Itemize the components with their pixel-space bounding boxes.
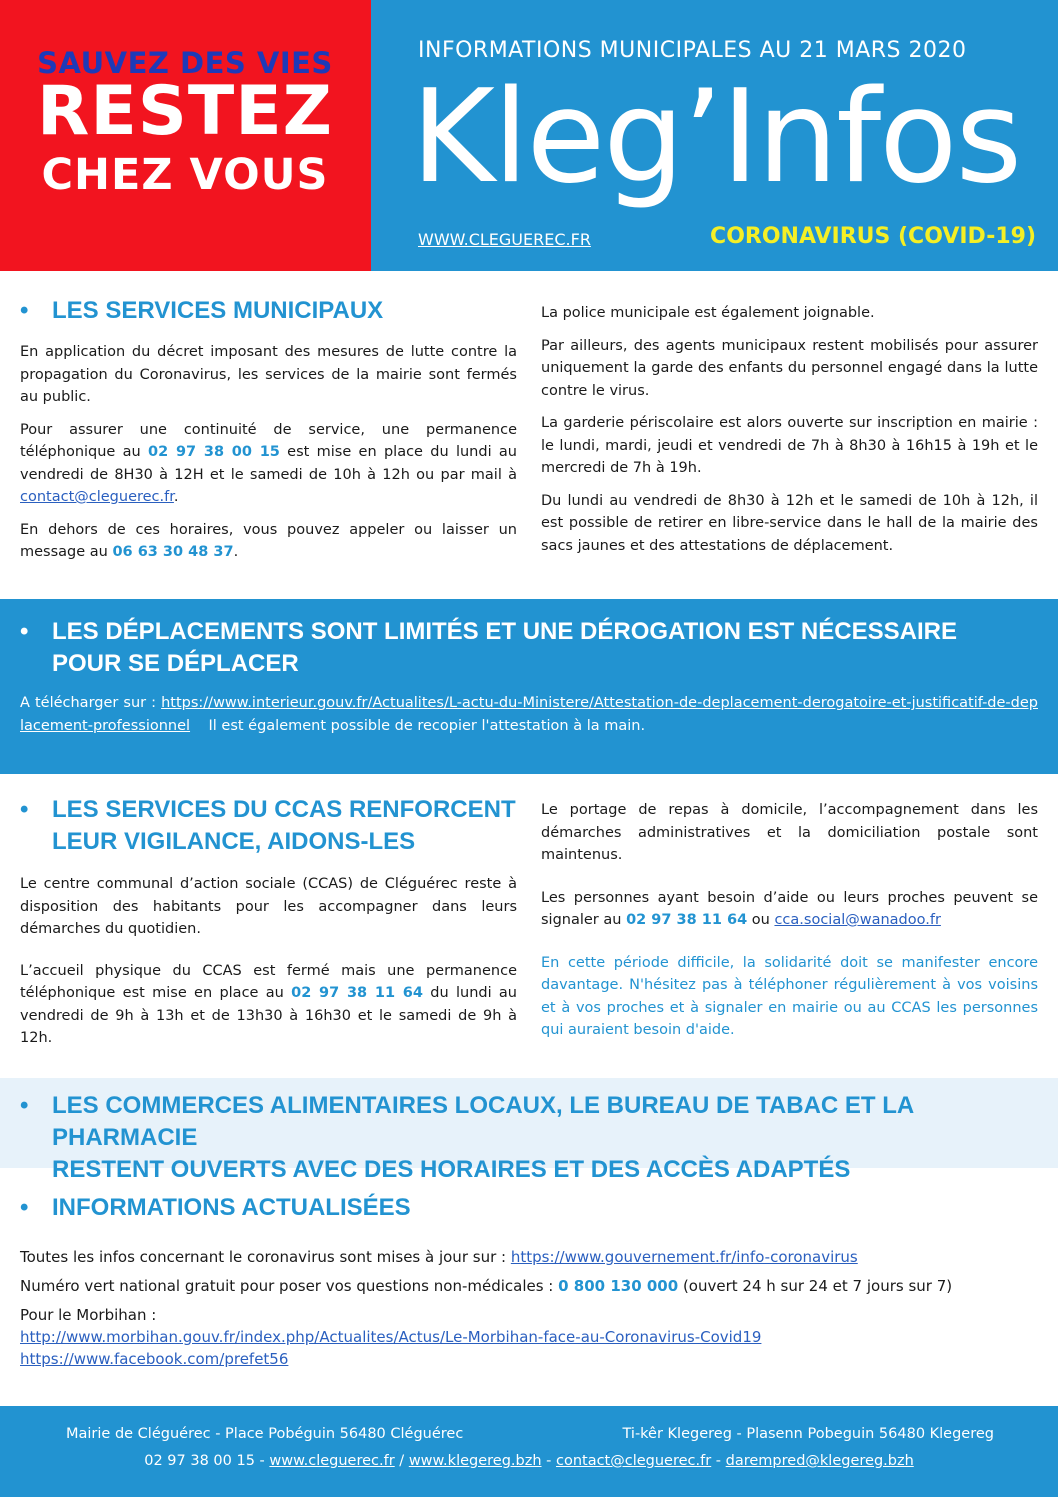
section-commerces bbox=[0, 1078, 1058, 1183]
bullet-icon: • bbox=[20, 618, 29, 645]
slogan-save-lives: SAUVEZ DES VIES bbox=[37, 46, 333, 80]
paragraph: Par ailleurs, des agents municipaux restent mobilisés pour assurer uniquement la garde des enfants du personnel engagé dans la lutte contre le virus. bbox=[541, 337, 1038, 399]
text: Toutes les infos concernant le coronavirus sont mises à jour sur : bbox=[20, 1248, 511, 1266]
topic-tag: CORONAVIRUS (COVID-19) bbox=[710, 224, 1036, 249]
section-heading-deplacements bbox=[0, 616, 1000, 680]
email-link[interactable]: contact@cleguerec.fr bbox=[20, 489, 174, 505]
text: Pour assurer une continuité de service, une permanence téléphonique au bbox=[20, 421, 517, 460]
paragraph bbox=[20, 419, 517, 509]
paragraph: La garderie périscolaire est alors ouverte sur inscription en mairie : le lundi, mardi, jeudi et vendredi de 7h à 8h30 à 16h15 à 19h et le mercredi de 7h à 19h. bbox=[541, 415, 1038, 476]
ccas-right-column bbox=[541, 799, 1038, 1052]
gouvernement-link[interactable]: https://www.gouvernement.fr/info-coronavirus bbox=[510, 1248, 858, 1266]
text: . bbox=[173, 489, 179, 505]
heading-text: INFORMATIONS ACTUALISÉES bbox=[52, 1194, 411, 1221]
paragraph bbox=[20, 519, 517, 564]
footer-contacts bbox=[0, 1453, 1058, 1469]
phone-number[interactable]: 02 97 38 00 15 bbox=[148, 444, 280, 460]
text: Numéro vert national gratuit pour poser vos questions non-médicales : bbox=[20, 1277, 559, 1295]
section-heading-services-municipaux bbox=[0, 295, 530, 327]
separator: / bbox=[394, 1453, 409, 1469]
paragraph: Du lundi au vendredi de 8h30 à 12h et le samedi de 10h à 12h, il est possible de retirer en libre-service dans le hall de la mairie des sacs jaunes et des attestations de déplacement. bbox=[541, 492, 1038, 554]
phone-number[interactable]: 02 97 38 11 64 bbox=[626, 912, 748, 928]
footer-email-darempred[interactable]: darempred@klegereg.bzh bbox=[725, 1453, 914, 1469]
text: (ouvert 24 h sur 24 et 7 jours sur 7) bbox=[678, 1277, 953, 1295]
info-line bbox=[20, 1348, 1040, 1370]
text: est mise en place du lundi au vendredi de 8H30 à 12H et le samedi de 10h à 12h ou par mail à bbox=[20, 444, 517, 483]
address-french: Mairie de Cléguérec - Place Pobéguin 56480 Cléguérec bbox=[66, 1426, 464, 1442]
heading-line: LES SERVICES DU CCAS RENFORCENT bbox=[52, 796, 516, 823]
services-municipaux-right-column bbox=[541, 302, 1038, 567]
newsletter-title: Kleg’Infos bbox=[411, 63, 1021, 212]
text: En dehors de ces horaires, vous pouvez appeler ou laisser un message au bbox=[20, 521, 517, 560]
phone-number[interactable]: 02 97 38 11 64 bbox=[291, 985, 423, 1001]
heading-line: LES COMMERCES ALIMENTAIRES LOCAUX, LE BUREAU DE TABAC ET LA PHARMACIE bbox=[52, 1092, 914, 1151]
separator: - bbox=[711, 1453, 726, 1469]
ccas-left-column bbox=[20, 873, 517, 1060]
header-banner-stay-home bbox=[0, 0, 371, 271]
section-deplacements bbox=[0, 599, 1058, 774]
separator: - bbox=[254, 1453, 270, 1469]
bullet-icon: • bbox=[20, 297, 29, 324]
text: . bbox=[233, 544, 239, 560]
facebook-link[interactable]: https://www.facebook.com/prefet56 bbox=[20, 1350, 289, 1368]
info-line bbox=[20, 1246, 1040, 1268]
text: Les personnes ayant besoin d’aide ou leurs proches peuvent se signaler au bbox=[541, 889, 1038, 928]
website-link[interactable]: WWW.CLEGUEREC.FR bbox=[418, 230, 591, 249]
bullet-icon: • bbox=[20, 1194, 29, 1221]
solidarity-message: En cette période difficile, la solidarité doit se manifester encore davantage. N'hésitez pas à téléphoner régulièrement à vos voisins et à vos proches et à signaler en mairie ou au CCAS les personnes qui auraient besoin d'aide. bbox=[541, 954, 1038, 1038]
morbihan-link[interactable]: http://www.morbihan.gouv.fr/index.php/Actualites/Actus/Le-Morbihan-face-au-Coronavirus-Covid19 bbox=[20, 1328, 762, 1346]
heading-text bbox=[52, 616, 1000, 680]
footer-site-klegereg[interactable]: www.klegereg.bzh bbox=[408, 1453, 542, 1469]
address-breton: Ti-kêr Klegereg - Plasenn Pobeguin 56480 Klegereg bbox=[622, 1426, 994, 1442]
phone-number[interactable]: 0 800 130 000 bbox=[558, 1277, 679, 1295]
footer-site-cleguerec[interactable]: www.cleguerec.fr bbox=[269, 1453, 395, 1469]
paragraph bbox=[20, 960, 517, 1050]
download-paragraph bbox=[20, 692, 1038, 737]
phone-number[interactable]: 06 63 30 48 37 bbox=[112, 544, 234, 560]
heading-text bbox=[52, 794, 530, 858]
text: Il est également possible de recopier l'attestation à la main. bbox=[190, 717, 646, 734]
info-line bbox=[20, 1275, 1040, 1297]
attestation-link[interactable]: https://www.interieur.gouv.fr/Actualites/L-actu-du-Ministere/Attestation-de-deplacement-derogatoire-et-justificatif-de-deplacement-professionnel bbox=[20, 695, 1038, 734]
section-heading-ccas bbox=[0, 794, 530, 858]
bullet-icon: • bbox=[20, 1092, 29, 1119]
paragraph bbox=[541, 887, 1038, 932]
heading-line: RESTENT OUVERTS AVEC DES HORAIRES ET DES ACCÈS ADAPTÉS bbox=[52, 1156, 851, 1183]
footer-phone: 02 97 38 00 15 bbox=[144, 1453, 255, 1469]
text: A télécharger sur : bbox=[20, 695, 162, 711]
email-link[interactable]: cca.social@wanadoo.fr bbox=[774, 912, 941, 928]
section-heading-commerces bbox=[0, 1090, 1040, 1186]
heading-text: LES SERVICES MUNICIPAUX bbox=[52, 297, 384, 324]
text: L’accueil physique du CCAS est fermé mais une permanence téléphonique est mise en place au bbox=[20, 962, 517, 1001]
services-municipaux-left-column bbox=[20, 341, 517, 574]
paragraph: Le centre communal d’action sociale (CCAS) de Cléguérec reste à disposition des habitants pour les accompagner dans leurs démarches du quotidien. bbox=[20, 876, 517, 937]
header-masthead bbox=[371, 0, 1058, 271]
issue-date: INFORMATIONS MUNICIPALES AU 21 MARS 2020 bbox=[418, 38, 967, 63]
heading-line: LEUR VIGILANCE, AIDONS-LES bbox=[52, 828, 416, 855]
footer-email-contact[interactable]: contact@cleguerec.fr bbox=[555, 1453, 712, 1469]
heading-line: POUR SE DÉPLACER bbox=[52, 650, 299, 677]
bullet-icon: • bbox=[20, 796, 29, 823]
paragraph: En application du décret imposant des mesures de lutte contre la propagation du Coronavirus, les services de la mairie sont fermés au public. bbox=[20, 344, 517, 405]
text: ou bbox=[747, 912, 775, 928]
footer bbox=[0, 1406, 1058, 1497]
slogan-stay: RESTEZ bbox=[37, 72, 333, 151]
info-line bbox=[20, 1326, 1040, 1348]
info-line: Pour le Morbihan : bbox=[20, 1306, 157, 1324]
separator: - bbox=[541, 1453, 556, 1469]
heading-text bbox=[52, 1090, 1040, 1186]
section-heading-infos bbox=[0, 1192, 600, 1224]
paragraph: La police municipale est également joignable. bbox=[541, 305, 875, 321]
infos-content bbox=[20, 1246, 1040, 1370]
text: du lundi au vendredi de 9h à 13h et de 13h30 à 16h30 et le samedi de 9h à 12h. bbox=[20, 985, 517, 1046]
slogan-at-home: CHEZ VOUS bbox=[41, 150, 329, 200]
paragraph: Le portage de repas à domicile, l’accompagnement dans les démarches administratives et la domiciliation postale sont maintenus. bbox=[541, 802, 1038, 863]
heading-line: LES DÉPLACEMENTS SONT LIMITÉS ET UNE DÉROGATION EST NÉCESSAIRE bbox=[52, 618, 957, 645]
footer-addresses bbox=[66, 1426, 994, 1442]
